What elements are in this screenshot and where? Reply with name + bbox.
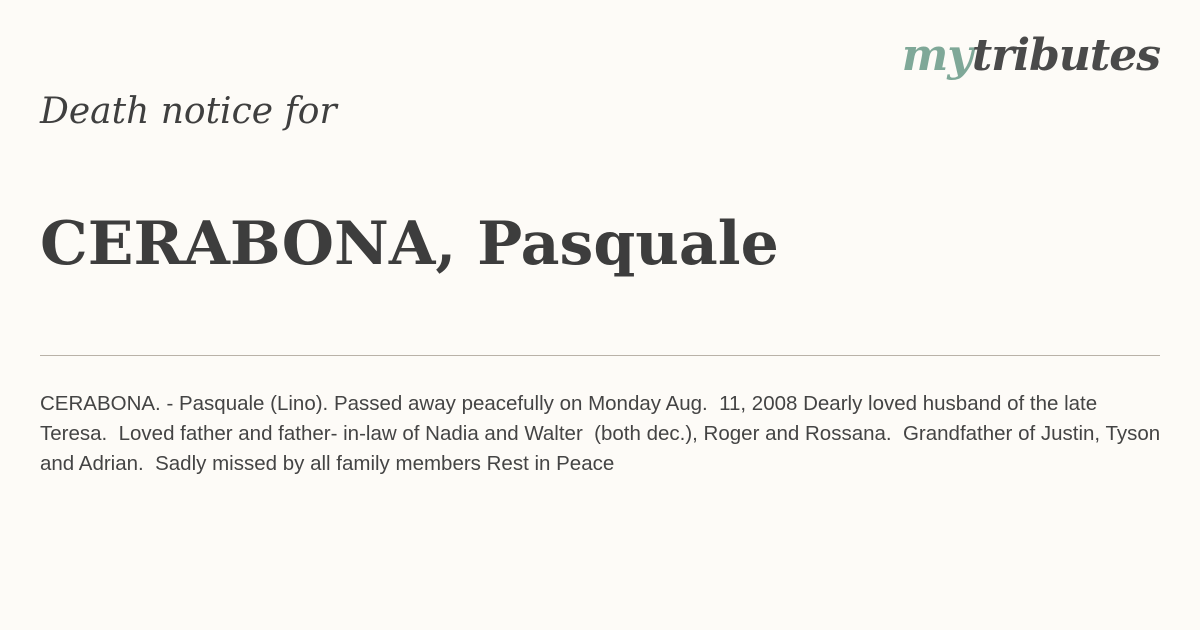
- notice-kicker: Death notice for: [40, 91, 337, 132]
- logo-my-text: my: [901, 30, 972, 81]
- logo-tributes-text: tributes: [971, 30, 1160, 81]
- mytributes-logo: [901, 30, 1160, 81]
- notice-body-text: CERABONA. - Pasquale (Lino). Passed away peacefully on Monday Aug. 11, 2008 Dearly loved husband of the late Teresa. Loved father and father- in-law of Nadia and Walter (both dec.), Roger and Rossana. Grandfather of Justin, Tyson and Adrian. Sadly missed by all family members Rest in Peace: [40, 392, 1172, 475]
- section-divider: [40, 355, 1160, 356]
- deceased-name-heading: CERABONA, Pasquale: [40, 209, 779, 279]
